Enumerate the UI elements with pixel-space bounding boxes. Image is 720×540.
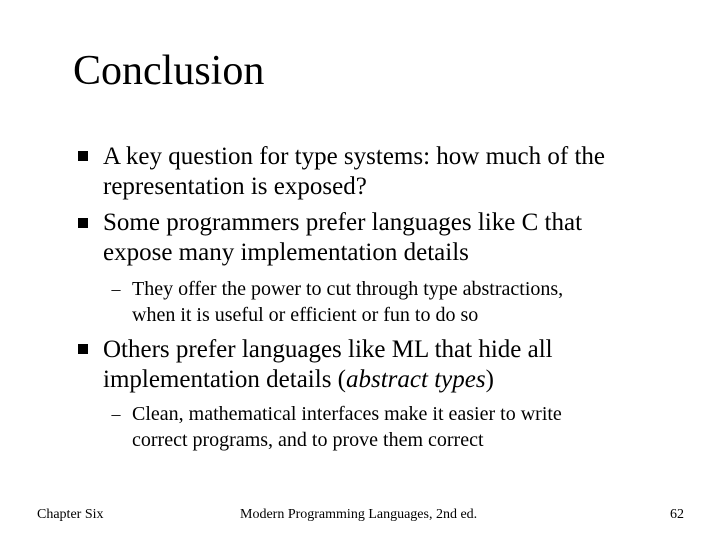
bullet-text-line: expose many implementation details — [103, 239, 469, 266]
square-bullet-icon — [78, 344, 88, 354]
square-bullet-icon — [78, 218, 88, 228]
page-number: 62 — [670, 507, 684, 522]
bullet-text-line: Others prefer languages like ML that hide all — [103, 336, 553, 363]
bullet-text-segment: ) — [485, 366, 494, 393]
bullet-text-segment: implementation details ( — [103, 366, 346, 393]
sub-bullet-text-line: Clean, mathematical interfaces make it easier to write — [132, 403, 562, 425]
slide-title: Conclusion — [73, 48, 265, 94]
sub-bullet-text-line: when it is useful or efficient or fun to do so — [132, 304, 479, 326]
bullet-text-line: A key question for type systems: how much of the — [103, 143, 606, 170]
square-bullet-icon — [78, 151, 88, 161]
footer-chapter: Chapter Six — [37, 507, 104, 522]
emphasized-term: abstract types — [346, 366, 486, 393]
dash-bullet-icon: – — [111, 279, 121, 299]
bullet-text-line: representation is exposed? — [103, 173, 367, 200]
sub-bullet-text-line: correct programs, and to prove them correct — [132, 429, 484, 451]
bullet-text-line — [103, 365, 693, 395]
sub-bullet-text-line: They offer the power to cut through type abstractions, — [132, 278, 564, 300]
bullet-text-line: Some programmers prefer languages like C that — [103, 209, 583, 236]
dash-bullet-icon: – — [111, 404, 121, 424]
footer-book-title: Modern Programming Languages, 2nd ed. — [240, 507, 478, 522]
